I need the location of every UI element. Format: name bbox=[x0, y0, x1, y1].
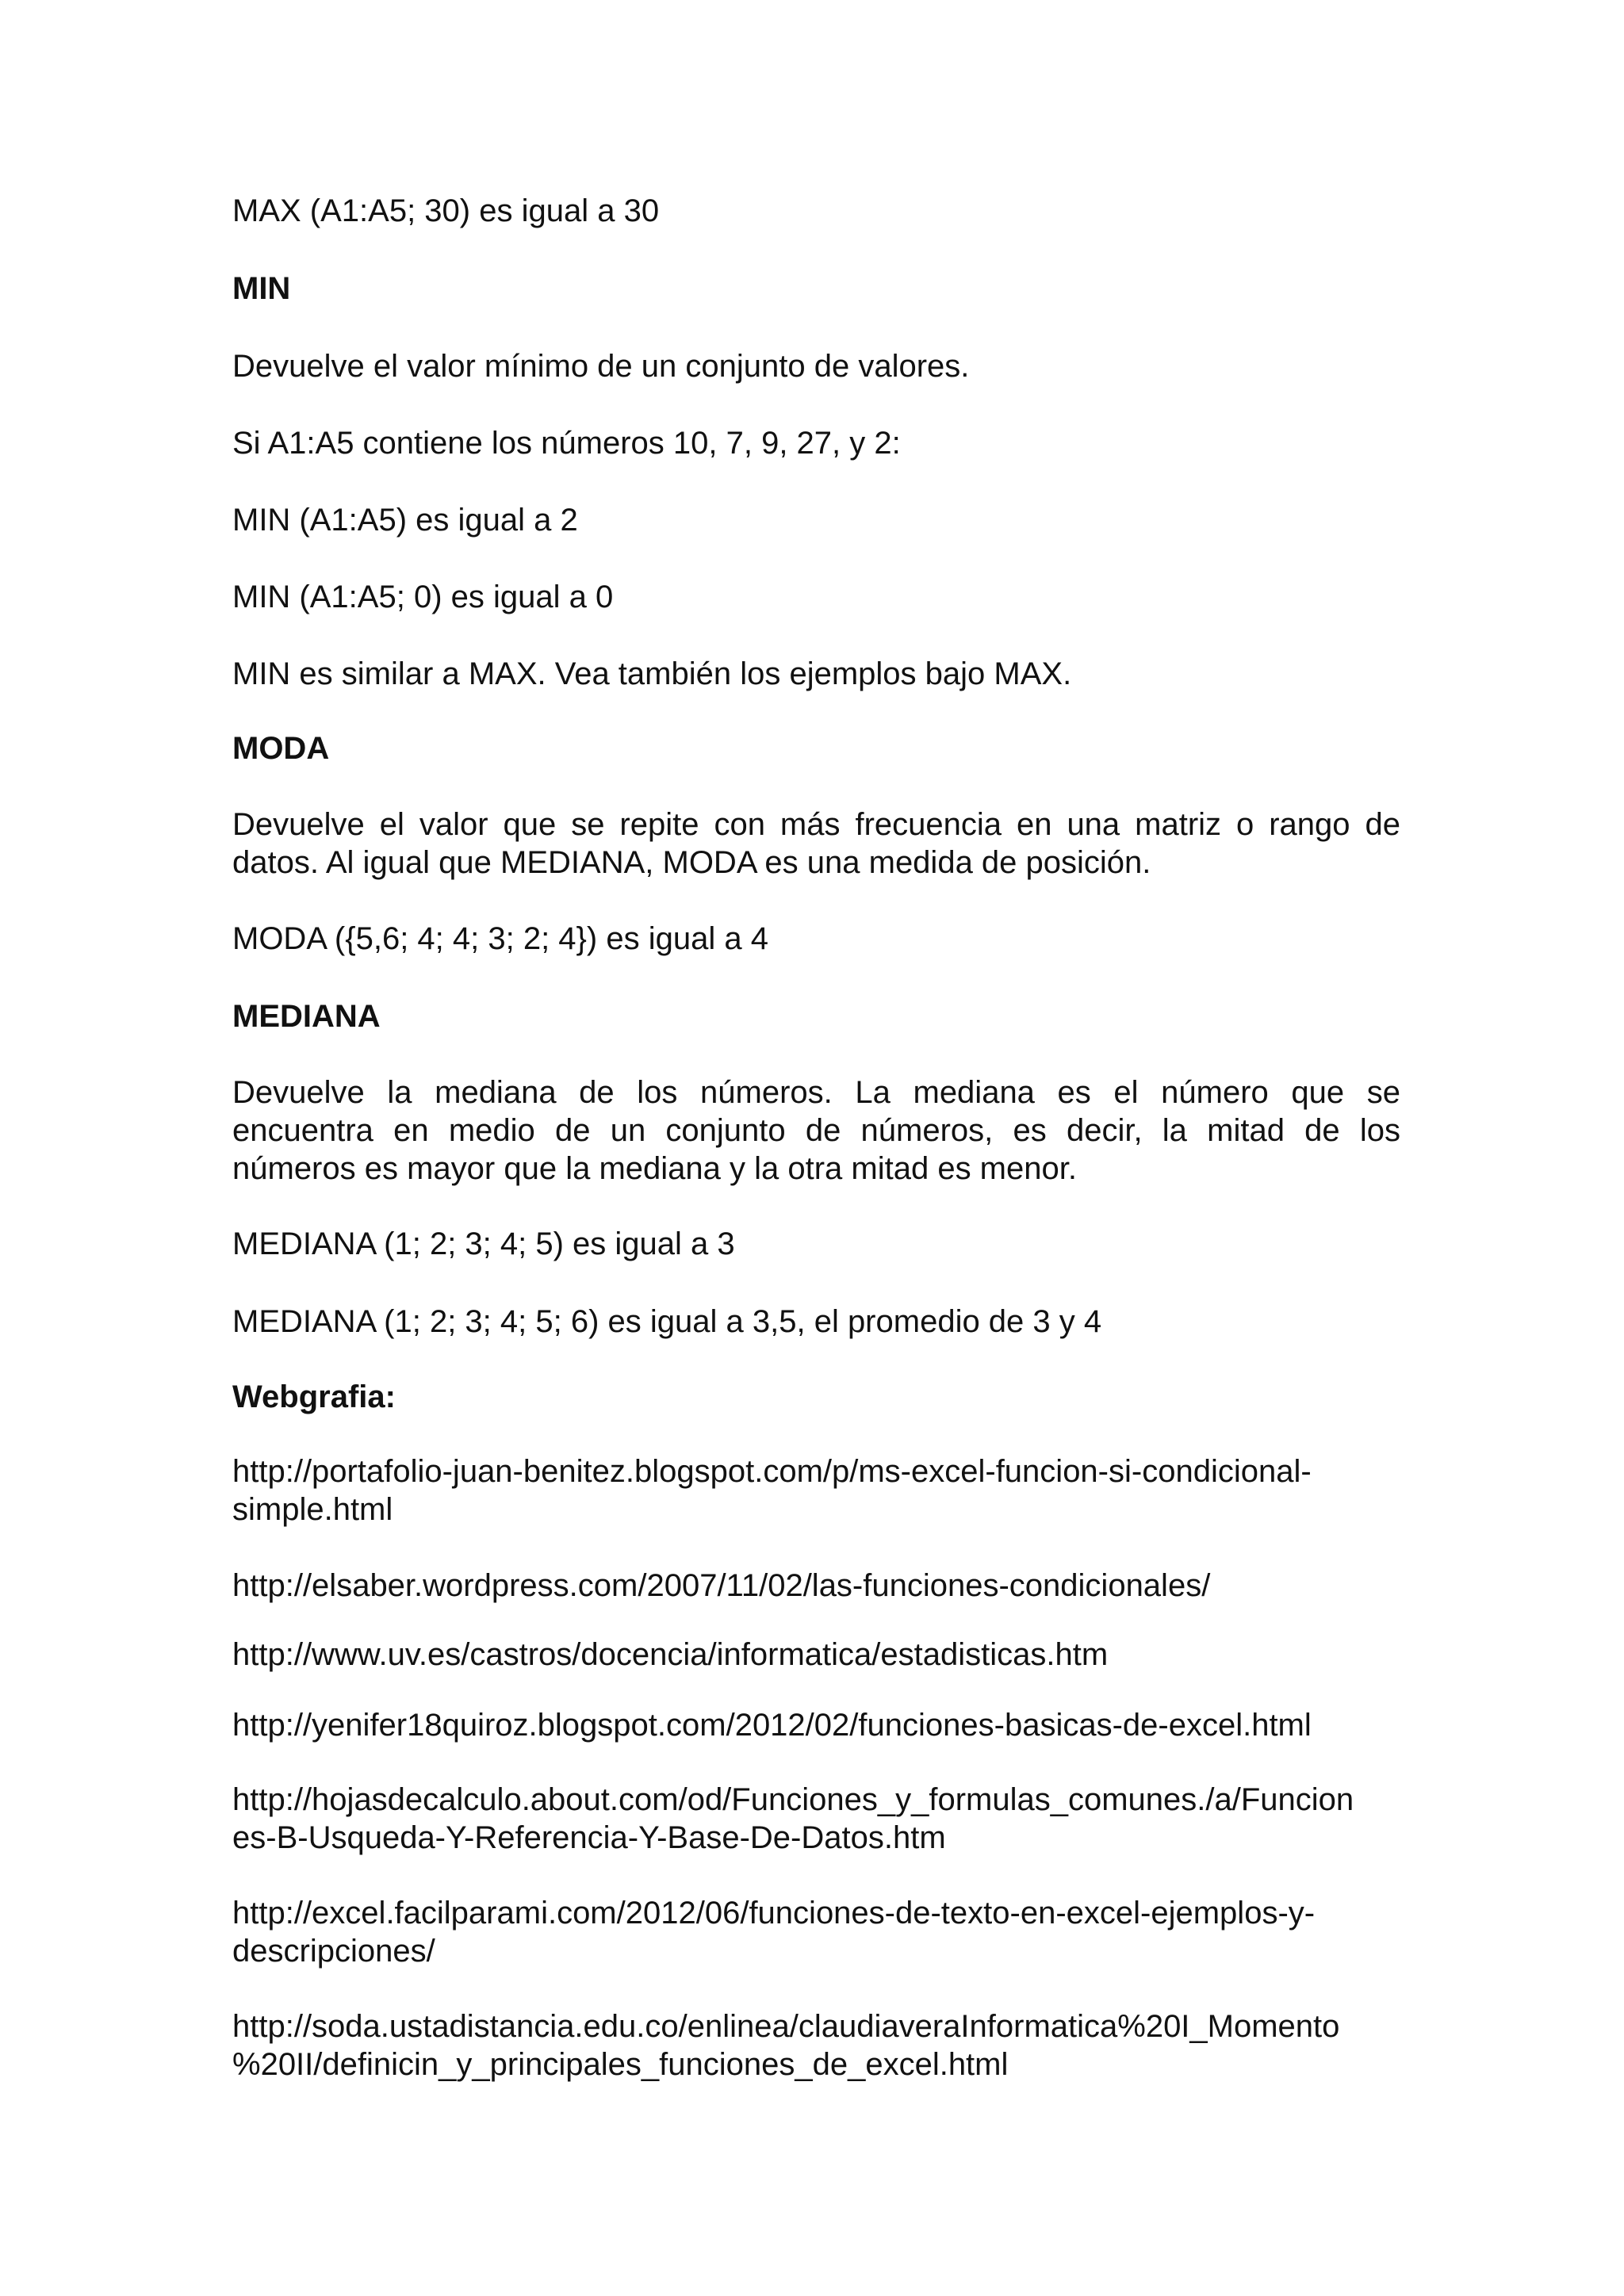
mediana-example-2: MEDIANA (1; 2; 3; 4; 5; 6) es igual a 3,5, el promedio de 3 y 4 bbox=[232, 1304, 1102, 1339]
webgrafia-link-3[interactable] bbox=[232, 1636, 1108, 1674]
link-line[interactable]: %20II/definicin_y_principales_funciones_de_excel.html bbox=[232, 2047, 1009, 2082]
webgrafia-link-5[interactable] bbox=[232, 1781, 1354, 1857]
webgrafia-link-2[interactable] bbox=[232, 1567, 1210, 1605]
link-line[interactable]: http://excel.facilparami.com/2012/06/funciones-de-texto-en-excel-ejemplos-y- bbox=[232, 1896, 1316, 1931]
max-example: MAX (A1:A5; 30) es igual a 30 bbox=[232, 193, 660, 228]
mediana-description-line-3: números es mayor que la mediana y la otra mitad es menor. bbox=[232, 1151, 1077, 1186]
moda-description-line-2: datos. Al igual que MEDIANA, MODA es una medida de posición. bbox=[232, 845, 1151, 880]
min-example-2: MIN (A1:A5; 0) es igual a 0 bbox=[232, 580, 614, 614]
min-heading: MIN bbox=[232, 271, 291, 306]
mediana-description bbox=[232, 1073, 1400, 1188]
min-description: Devuelve el valor mínimo de un conjunto de valores. bbox=[232, 349, 970, 384]
webgrafia-link-4[interactable] bbox=[232, 1706, 1312, 1744]
moda-heading: MODA bbox=[232, 731, 330, 766]
moda-description-line-1: Devuelve el valor que se repite con más frecuencia en una matriz o rango de bbox=[232, 807, 1400, 842]
link-line[interactable]: http://portafolio-juan-benitez.blogspot.com/p/ms-excel-funcion-si-condicional- bbox=[232, 1454, 1312, 1489]
mediana-heading: MEDIANA bbox=[232, 999, 381, 1034]
webgrafia-link-1[interactable] bbox=[232, 1452, 1312, 1529]
link-line[interactable]: descripciones/ bbox=[232, 1934, 435, 1969]
webgrafia-heading: Webgrafia: bbox=[232, 1380, 396, 1414]
mediana-description-line-2: encuentra en medio de un conjunto de números, es decir, la mitad de los bbox=[232, 1113, 1400, 1148]
webgrafia-link-7[interactable] bbox=[232, 2007, 1339, 2084]
mediana-description-line-1: Devuelve la mediana de los números. La mediana es el número que se bbox=[232, 1075, 1400, 1110]
webgrafia-link-6[interactable] bbox=[232, 1894, 1315, 1970]
link-line[interactable]: http://www.uv.es/castros/docencia/informatica/estadisticas.htm bbox=[232, 1637, 1109, 1672]
min-note: MIN es similar a MAX. Vea también los ejemplos bajo MAX. bbox=[232, 656, 1072, 691]
mediana-example-1: MEDIANA (1; 2; 3; 4; 5) es igual a 3 bbox=[232, 1226, 735, 1261]
link-line[interactable]: simple.html bbox=[232, 1492, 393, 1527]
link-line[interactable]: http://soda.ustadistancia.edu.co/enlinea/claudiaveraInformatica%20I_Momento bbox=[232, 2009, 1340, 2044]
link-line[interactable]: http://elsaber.wordpress.com/2007/11/02/las-funciones-condicionales/ bbox=[232, 1568, 1211, 1603]
link-line[interactable]: es-B-Usqueda-Y-Referencia-Y-Base-De-Datos.htm bbox=[232, 1820, 946, 1855]
moda-example: MODA ({5,6; 4; 4; 3; 2; 4}) es igual a 4 bbox=[232, 921, 768, 956]
min-example-1: MIN (A1:A5) es igual a 2 bbox=[232, 503, 578, 538]
moda-description bbox=[232, 806, 1400, 882]
min-example-intro: Si A1:A5 contiene los números 10, 7, 9, 27, y 2: bbox=[232, 426, 901, 461]
link-line[interactable]: http://hojasdecalculo.about.com/od/Funciones_y_formulas_comunes./a/Funcion bbox=[232, 1782, 1354, 1817]
link-line[interactable]: http://yenifer18quiroz.blogspot.com/2012/02/funciones-basicas-de-excel.html bbox=[232, 1708, 1312, 1743]
